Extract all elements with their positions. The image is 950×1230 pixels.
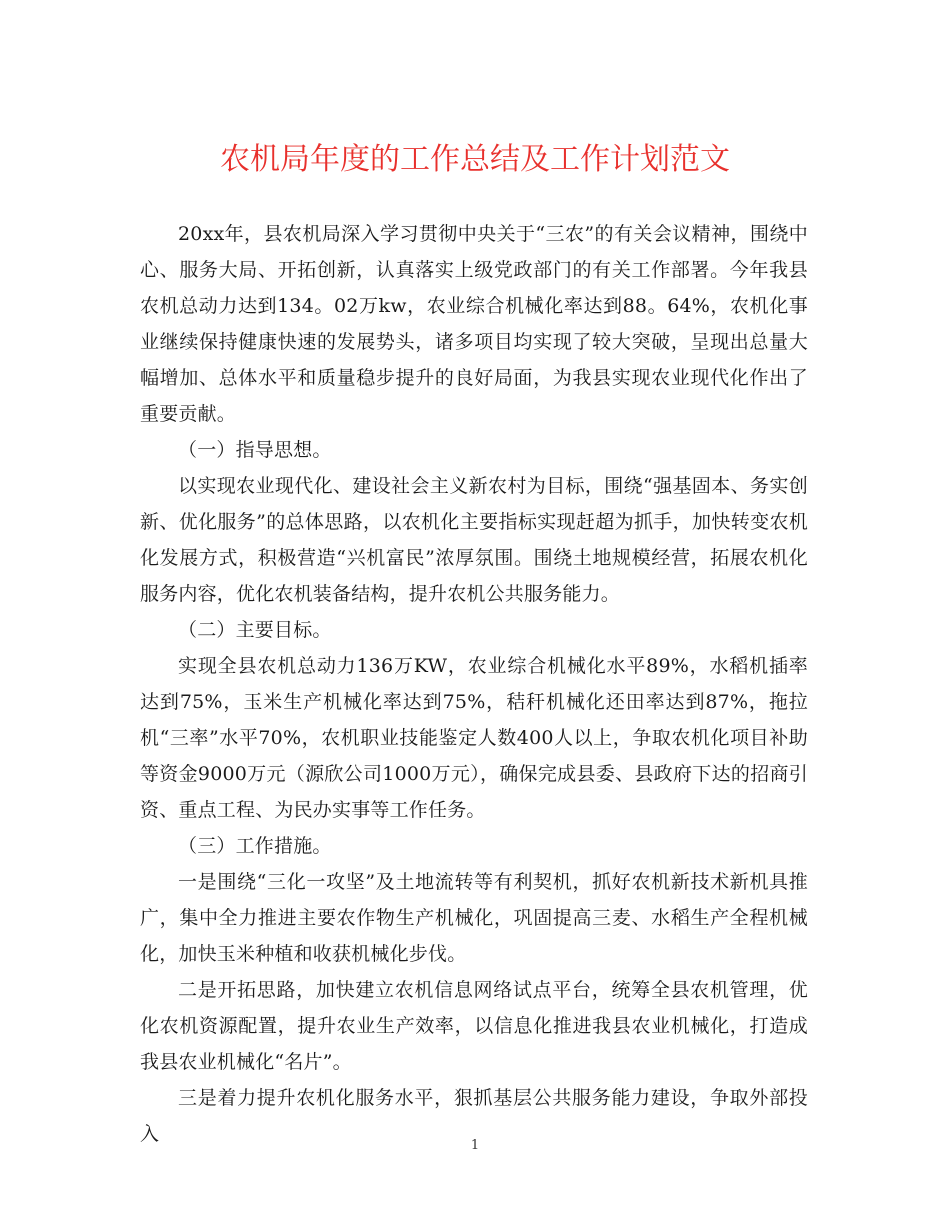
document-title: 农机局年度的工作总结及工作计划范文 xyxy=(220,142,730,177)
paragraph-measure-three: 三是着力提升农机化服务水平，狠抓基层公共服务能力建设，争取外部投入 xyxy=(140,1087,808,1145)
paragraph-guiding-ideology: 以实现农业现代化、建设社会主义新农村为目标，围绕“强基固本、务实创新、优化服务”的总体思路，以农机化主要指标实现赶超为抓手，加快转变农机化发展方式，积极营造“兴机富民”浓厚氛围。围绕土地规模经营，拓展农机化服务内容，优化农机装备结构，提升农机公共服务能力。 xyxy=(140,475,808,605)
section-heading-main-goals: （二）主要目标。 xyxy=(178,619,332,641)
document-body xyxy=(140,216,808,1152)
section-heading-work-measures: （三）工作措施。 xyxy=(178,835,332,857)
section-heading-guiding-ideology: （一）指导思想。 xyxy=(178,439,332,461)
paragraph-intro: 20xx年，县农机局深入学习贯彻中央关于“三农”的有关会议精神，围绕中心、服务大局、开拓创新，认真落实上级党政部门的有关工作部署。今年我县农机总动力达到134。02万kw，农业综合机械化率达到88。64%，农机化事业继续保持健康快速的发展势头，诸多项目均实现了较大突破，呈现出总量大幅增加、总体水平和质量稳步提升的良好局面，为我县实现农业现代化作出了重要贡献。 xyxy=(140,223,808,425)
paragraph-main-goals: 实现全县农机总动力136万KW，农业综合机械化水平89%，水稻机插率达到75%，玉米生产机械化率达到75%，秸秆机械化还田率达到87%，拖拉机“三率”水平70%，农机职业技能鉴定人数400人以上，争取农机化项目补助等资金9000万元（源欣公司1000万元），确保完成县委、县政府下达的招商引资、重点工程、为民办实事等工作任务。 xyxy=(140,655,808,821)
page-number: 1 xyxy=(470,1138,480,1153)
paragraph-measure-two: 二是开拓思路，加快建立农机信息网络试点平台，统筹全县农机管理，优化农机资源配置，提升农业生产效率，以信息化推进我县农业机械化，打造成我县农业机械化“名片”。 xyxy=(140,979,808,1073)
paragraph-measure-one: 一是围绕“三化一攻坚”及土地流转等有利契机，抓好农机新技术新机具推广，集中全力推进主要农作物生产机械化，巩固提高三麦、水稻生产全程机械化，加快玉米种植和收获机械化步伐。 xyxy=(140,871,808,965)
